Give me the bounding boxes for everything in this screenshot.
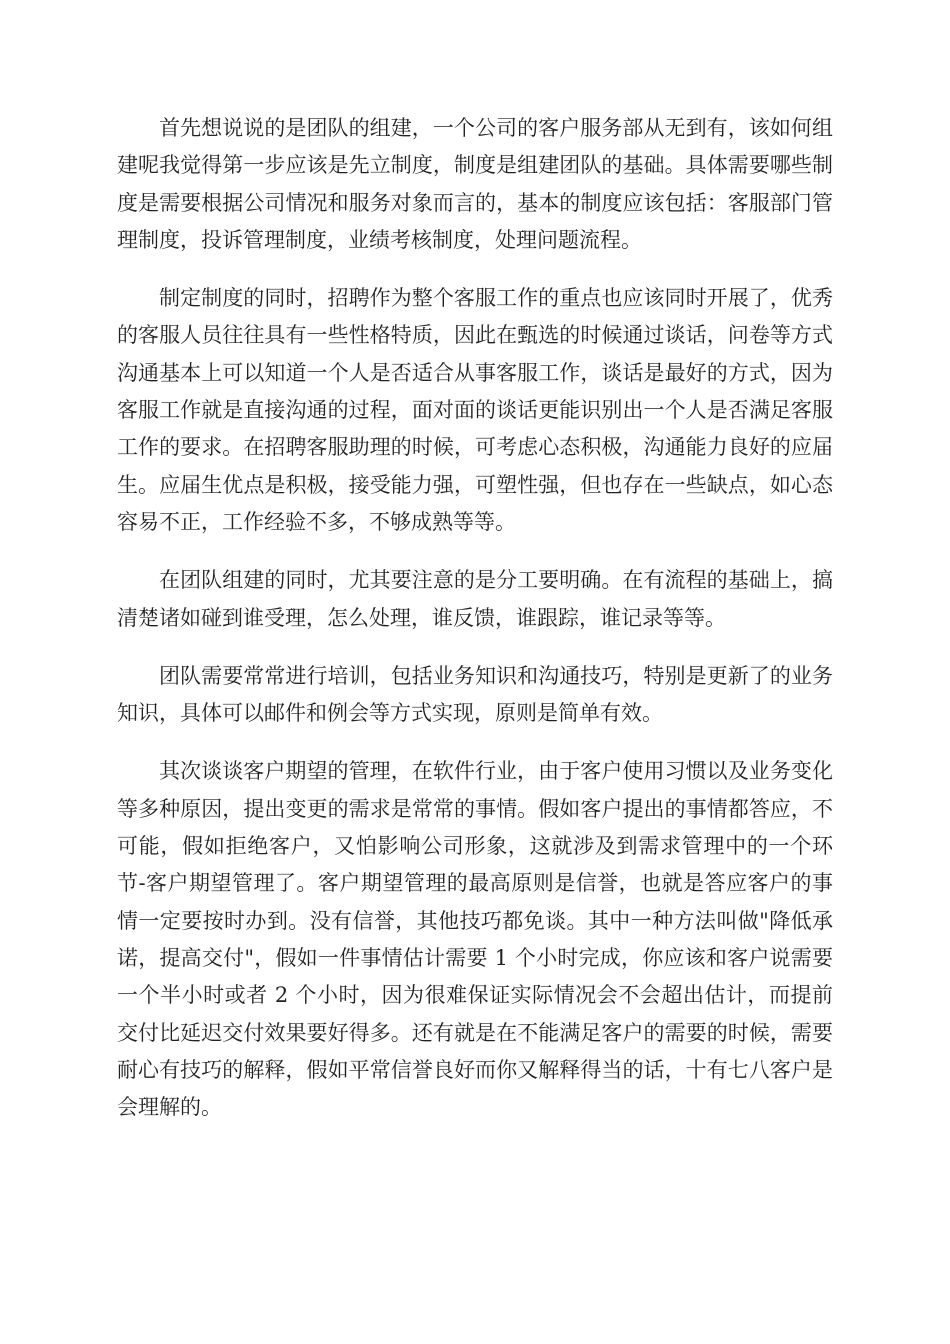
paragraph-team-building: 首先想说说的是团队的组建，一个公司的客户服务部从无到有，该如何组建呢我觉得第一步应该是先立制度，制度是组建团队的基础。具体需要哪些制度是需要根据公司情况和服务对象而言的，基本的制度应该包括：客服部门管理制度，投诉管理制度，业绩考核制度，处理问题流程。 — [117, 116, 833, 252]
paragraph-training: 团队需要常常进行培训，包括业务知识和沟通技巧，特别是更新了的业务知识，具体可以邮件和例会等方式实现，原则是简单有效。 — [117, 663, 833, 726]
paragraph-recruitment: 制定制度的同时，招聘作为整个客服工作的重点也应该同时开展了，优秀的客服人员往往具有一些性格特质，因此在甄选的时候通过谈话，问卷等方式沟通基本上可以知道一个人是否适合从事客服工作，谈话是最好的方式，因为客服工作就是直接沟通的过程，面对面的谈话更能识别出一个人是否满足客服工作的要求。在招聘客服助理的时候，可考虑心态积极，沟通能力良好的应届生。应届生优点是积极，接受能力强，可塑性强，但也存在一些缺点，如心态容易不正，工作经验不多，不够成熟等等。 — [117, 286, 833, 534]
paragraph-expectation-management: 其次谈谈客户期望的管理，在软件行业，由于客户使用习惯以及业务变化等多种原因，提出变更的需求是常常的事情。假如客户提出的事情都答应，不可能，假如拒绝客户，又怕影响公司形象，这就涉及到需求管理中的一个环节-客户期望管理了。客户期望管理的最高原则是信誉，也就是答应客户的事情一定要按时办到。没有信誉，其他技巧都免谈。其中一种方法叫做"降低承诺，提高交付"，假如一件事情估计需要 1 个小时完成，你应该和客户说需要一个半小时或者 2 个小时，因为很难保证实际情况会不会超出估计，而提前交付比延迟交付效果要好得多。还有就是在不能满足客户的需要的时候，需要耐心有技巧的解释，假如平常信誉良好而你又解释得当的话，十有七八客户是会理解的。 — [117, 759, 833, 1120]
paragraph-division-of-labor: 在团队组建的同时，尤其要注意的是分工要明确。在有流程的基础上，搞清楚诸如碰到谁受理，怎么处理，谁反馈，谁跟踪，谁记录等等。 — [117, 568, 833, 630]
document-body — [117, 110, 833, 1147]
